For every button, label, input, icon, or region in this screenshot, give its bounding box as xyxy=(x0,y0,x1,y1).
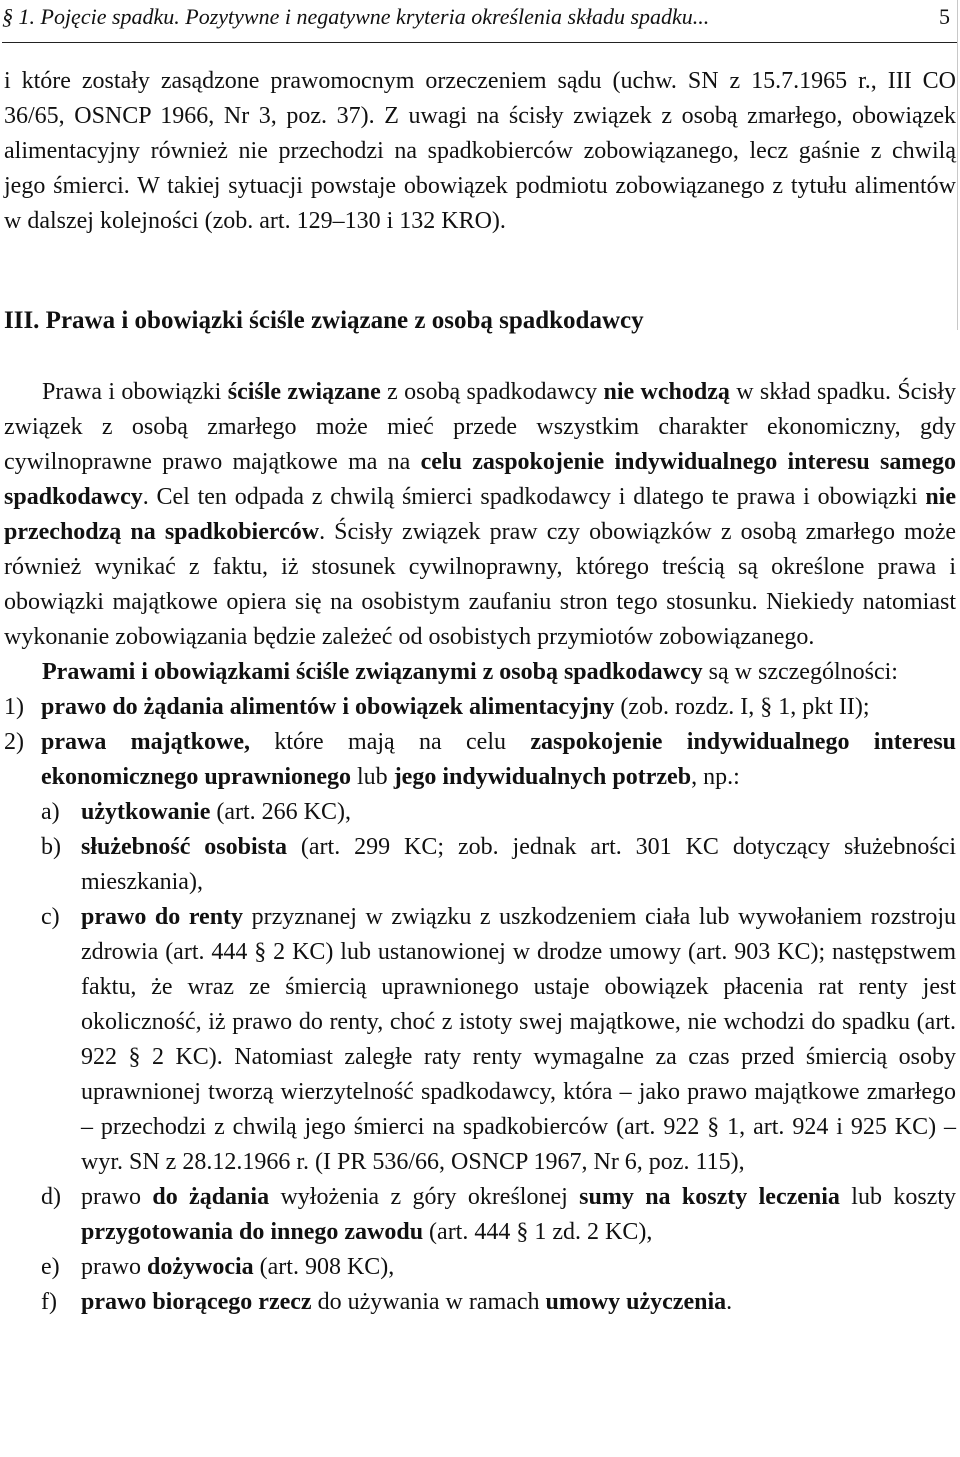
text-run: (art. 266 KC), xyxy=(210,799,351,825)
text-run: które mają na celu xyxy=(250,729,531,755)
body-text xyxy=(4,64,956,1320)
chapter-title: 1. Pojęcie spadku. Pozytywne i negatywne kryteria określenia składu spadku... xyxy=(18,4,710,29)
sub-list-item xyxy=(41,1285,956,1320)
header-title xyxy=(2,4,709,30)
emphasis: Prawami i obowiązkami ściśle związanymi z osobą spadkodawcy xyxy=(42,659,703,685)
list-marker: e) xyxy=(41,1254,60,1280)
sub-list-item xyxy=(41,795,956,830)
list-marker: 2) xyxy=(4,729,24,755)
emphasis: ściśle związane xyxy=(227,379,381,405)
list-intro xyxy=(4,655,956,690)
text-run: Prawa i obowiązki xyxy=(42,379,228,405)
emphasis: przygotowania do innego zawodu xyxy=(81,1219,424,1245)
property-rights-sublist xyxy=(41,795,956,1320)
emphasis: umowy użyczenia xyxy=(545,1289,727,1315)
text-run: , np.: xyxy=(691,764,740,790)
text-run: . Cel ten odpada z chwilą śmierci spadkodawcy i dlatego te prawa i obowiązki xyxy=(142,484,926,510)
margin-rule xyxy=(957,0,958,330)
text-run: (art. 908 KC), xyxy=(253,1254,395,1280)
emphasis: służebność osobista xyxy=(81,834,287,860)
emphasis: prawo biorącego rzecz xyxy=(81,1289,312,1315)
section-heading: III. Prawa i obowiązki ściśle związane z osobą spadkodawcy xyxy=(4,307,644,334)
emphasis: jego indywidualnych potrzeb xyxy=(393,764,692,790)
text-run: wyłożenia z góry określonej xyxy=(269,1184,580,1210)
emphasis: prawo do żądania alimentów i obowiązek alimentacyjny xyxy=(41,694,615,720)
text-run: z osobą spadkodawcy xyxy=(380,379,604,405)
list-marker: 1) xyxy=(4,694,24,720)
text-run: . xyxy=(726,1289,733,1315)
text-run: prawo xyxy=(81,1254,147,1280)
list-marker: b) xyxy=(41,834,61,860)
emphasis: nie wchodzą xyxy=(603,379,730,405)
emphasis: prawo do renty xyxy=(81,904,244,930)
list-marker: c) xyxy=(41,904,60,930)
text-run: (art. 299 KC; zob. jednak art. 301 KC dotyczący służebności mieszkania), xyxy=(81,834,956,895)
text-run: przyznanej w związku z uszkodzeniem ciała lub wywołaniem rozstroju zdrowia (art. 444 § 2 KC) lub ustanowionej w drodze umowy (art. 903 KC); następstwem faktu, że wraz ze śmiercią uprawnionego ustaje obowiązek płacenia rat renty jest okoliczność, iż prawo do renty, choć z istoty swej majątkowe, nie wchodzi do spadku (art. 922 § 2 KC). Natomiast zaległe raty renty wymagalne za czas przed śmiercią osoby uprawnionej tworzą wierzytelność spadkodawcy, która – jako prawo majątkowe zmarłego – przechodzi z chwilą jego śmierci na spadkobierców (art. 922 § 1, art. 924 i 925 KC) – wyr. SN z 28.12.1966 r. (I PR 536/66, OSNCP 1967, Nr 6, poz. 115), xyxy=(81,904,956,1175)
text-run: prawo xyxy=(81,1184,153,1210)
sub-list-item xyxy=(41,1250,956,1285)
running-header xyxy=(2,0,958,43)
emphasis: prawa majątkowe, xyxy=(41,729,250,755)
list-marker: f) xyxy=(41,1289,57,1315)
sub-list-item xyxy=(41,830,956,900)
list-marker: d) xyxy=(41,1184,61,1210)
emphasis: zaspokojenie indywidualnego interesu ekonomicznego uprawnionego xyxy=(41,729,957,790)
text-run: lub xyxy=(351,764,394,790)
emphasis: sumy na koszty leczenia xyxy=(579,1184,840,1210)
emphasis: dożywocia xyxy=(146,1254,254,1280)
text-run: do używania w ramach xyxy=(311,1289,546,1315)
sub-list-item xyxy=(41,900,956,1180)
section-sign: § xyxy=(2,4,13,29)
intro-paragraph: i które zostały zasądzone prawomocnym orzeczeniem sądu (uchw. SN z 15.7.1965 r., III CO 36/65, OSNCP 1966, Nr 3, poz. 37). Z uwagi na ścisły związek z osobą zmarłego, obowiązek alimentacyjny również nie przechodzi na spadkobierców zobowiązanego, lecz gaśnie z chwilą jego śmierci. W takiej sytuacji powstaje obowiązek podmiotu zobowiązanego z tytułu alimentów w dalszej kolejności (zob. art. 129–130 i 132 KRO). xyxy=(4,68,956,234)
text-run: lub koszty xyxy=(839,1184,956,1210)
text-run: . Ścisły związek praw czy obowiązków z osobą zmarłego może również wynikać z faktu, iż stosunek cywilnoprawny, którego treścią są określone prawa i obowiązki majątkowe opiera się na osobistym zaufaniu stron tego stosunku. Niekiedy natomiast wykonanie zobowiązania będzie zależeć od osobistych przymiotów zobowiązanego. xyxy=(4,519,957,650)
emphasis: do żądania xyxy=(152,1184,270,1210)
sub-list-item xyxy=(41,1180,956,1250)
emphasis: celu zaspokojenie indywidualnego interesu samego spadkodawcy xyxy=(4,449,956,510)
emphasis: użytkowanie xyxy=(81,799,211,825)
text-run: w skład spadku. Ścisły związek z osobą zmarłego może mieć przede wszystkim charakter ekonomiczny, gdy cywilnoprawne prawo majątkowe ma na xyxy=(4,379,956,475)
text-run: (zob. rozdz. I, § 1, pkt II); xyxy=(614,694,870,720)
text-run: są w szczególności: xyxy=(702,659,898,685)
main-paragraph xyxy=(4,375,956,655)
list-item xyxy=(4,725,956,1320)
rights-list xyxy=(4,690,956,1320)
page-number: 5 xyxy=(939,4,950,29)
list-marker: a) xyxy=(41,799,60,825)
list-item xyxy=(4,690,956,725)
text-run: (art. 444 § 1 zd. 2 KC), xyxy=(423,1219,653,1245)
emphasis: nie przechodzą na spadkobierców xyxy=(4,484,956,545)
